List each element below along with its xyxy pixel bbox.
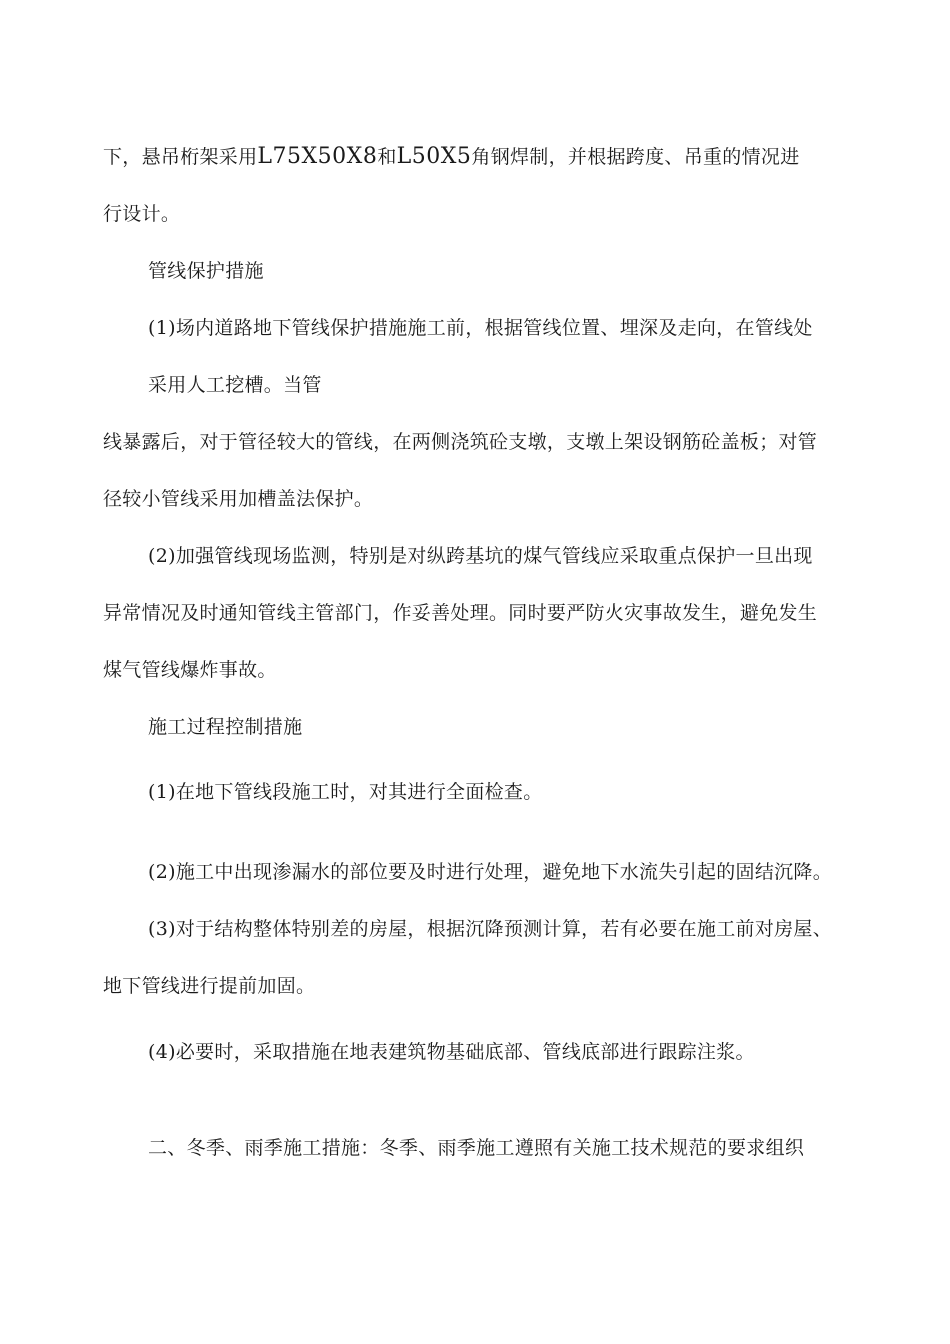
paragraph-line: 煤气管线爆炸事故。 [103,659,277,681]
section-heading: 施工过程控制措施 [148,716,303,738]
paragraph-line: (2)施工中出现渗漏水的部位要及时进行处理，避免地下水流失引起的固结沉降。 [148,861,833,883]
paragraph-line: (2)加强管线现场监测，特别是对纵跨基坑的煤气管线应采取重点保护一旦出现 [148,545,813,567]
paragraph-line: (1)场内道路地下管线保护措施施工前，根据管线位置、埋深及走向，在管线处 [148,317,813,339]
paragraph-line: 异常情况及时通知管线主管部门，作妥善处理。同时要严防火灾事故发生，避免发生 [103,602,818,624]
paragraph-line: 地下管线进行提前加固。 [103,975,316,997]
section-heading: 管线保护措施 [148,260,264,282]
paragraph-line: 径较小管线采用加槽盖法保护。 [103,488,374,510]
text-segment: 和 [377,146,397,168]
paragraph-line: 采用人工挖槽。当管 [148,374,322,396]
paragraph-line: 线暴露后，对于管径较大的管线，在两侧浇筑砼支墩，支墩上架设钢筋砼盖板；对管 [103,431,818,453]
text-segment: 下，悬吊桁架采用 [103,146,258,168]
paragraph-line: 行设计。 [103,203,181,225]
text-segment: 角钢焊制，并根据跨度、吊重的情况进 [471,146,800,168]
steel-spec-code: L75X50X8 [257,144,378,169]
paragraph-line: (3)对于结构整体特别差的房屋，根据沉降预测计算，若有必要在施工前对房屋、 [148,918,833,940]
paragraph-line: 二、冬季、雨季施工措施：冬季、雨季施工遵照有关施工技术规范的要求组织 [148,1137,805,1159]
paragraph-line [103,145,800,169]
steel-spec-code: L50X5 [396,144,472,169]
paragraph-line: (4)必要时，采取措施在地表建筑物基础底部、管线底部进行跟踪注浆。 [148,1041,755,1063]
paragraph-line: (1)在地下管线段施工时，对其进行全面检查。 [148,781,543,803]
